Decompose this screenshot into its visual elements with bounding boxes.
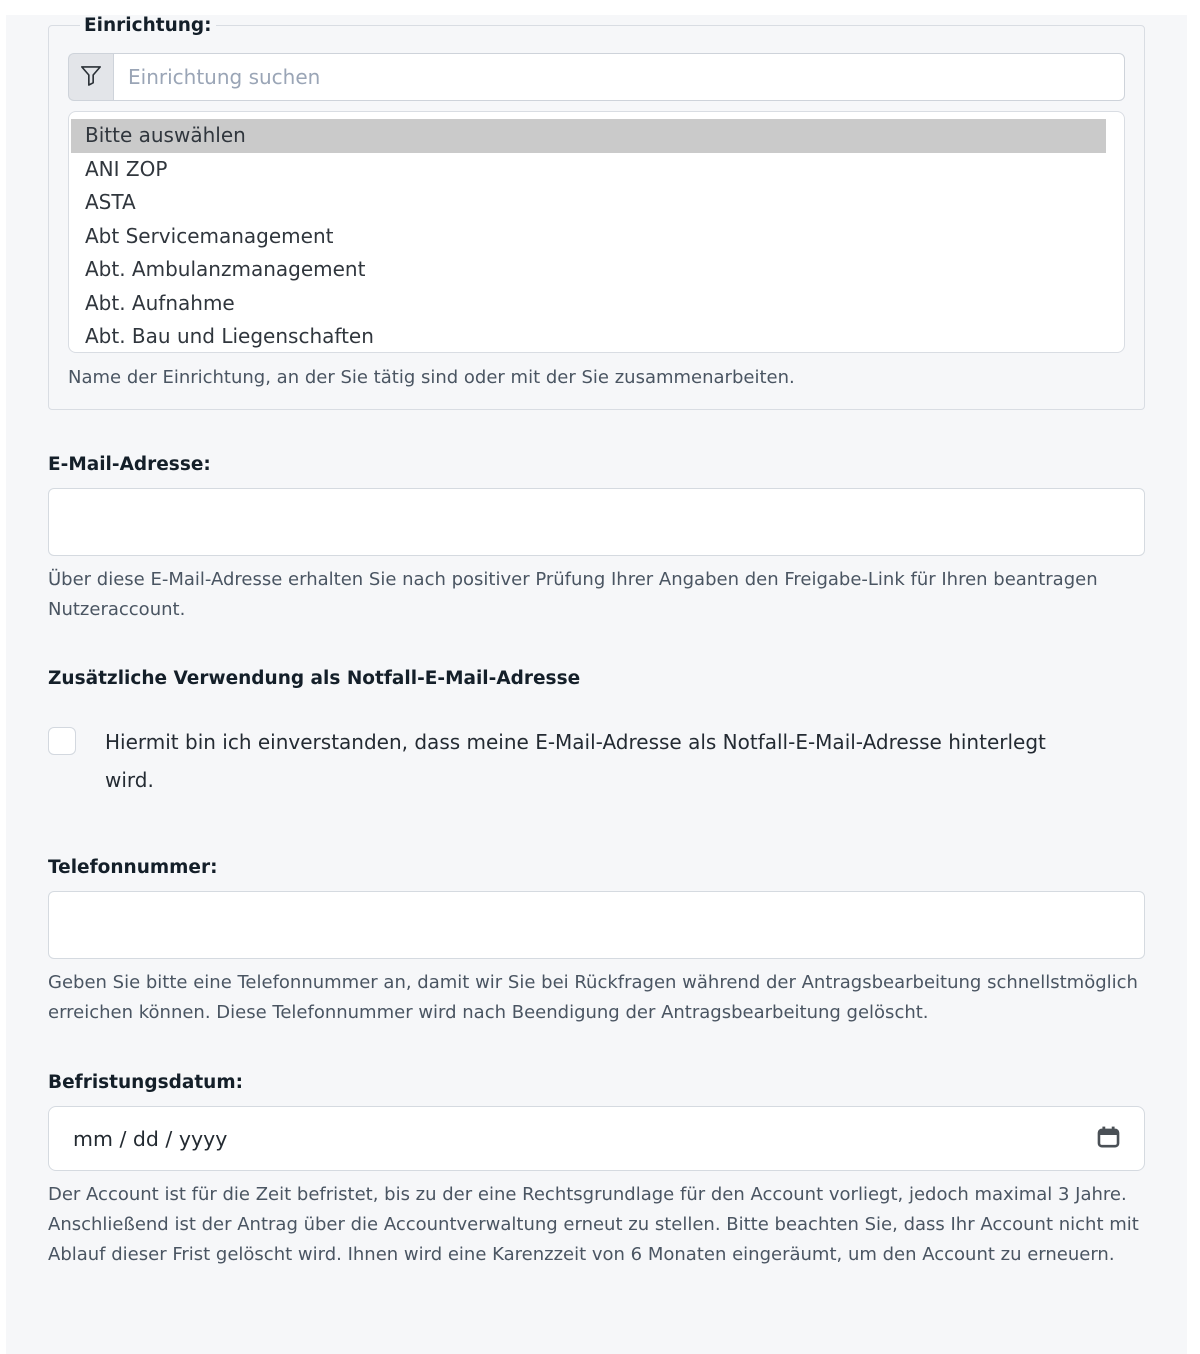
filter-icon bbox=[78, 62, 104, 92]
notfall-checkbox[interactable] bbox=[48, 727, 76, 755]
einrichtung-search-group bbox=[68, 53, 1125, 101]
einrichtung-option[interactable]: ASTA bbox=[85, 190, 136, 214]
telefon-label: Telefonnummer: bbox=[48, 857, 218, 878]
email-input[interactable] bbox=[48, 488, 1145, 556]
einrichtung-option[interactable]: Abt. Ambulanzmanagement bbox=[85, 257, 366, 281]
calendar-icon[interactable] bbox=[1095, 1124, 1122, 1154]
telefon-group bbox=[48, 857, 1145, 1028]
einrichtung-listbox[interactable] bbox=[68, 111, 1125, 353]
telefon-input[interactable] bbox=[48, 891, 1145, 959]
einrichtung-option[interactable]: ANI ZOP bbox=[85, 156, 168, 181]
einrichtung-option[interactable]: Abt. Bau und Liegenschaften bbox=[85, 324, 374, 348]
einrichtung-option[interactable]: Abt Servicemanagement bbox=[85, 223, 334, 248]
email-label: E-Mail-Adresse: bbox=[48, 454, 211, 475]
einrichtung-legend: Einrichtung: bbox=[84, 15, 212, 36]
email-group bbox=[48, 454, 1145, 625]
notfall-checkbox-row bbox=[48, 723, 1145, 799]
notfall-heading: Zusätzliche Verwendung als Notfall-E-Mail-Adresse bbox=[48, 668, 581, 689]
einrichtung-fieldset bbox=[48, 15, 1145, 410]
filter-icon-box bbox=[68, 53, 113, 101]
telefon-help-text: Geben Sie bitte eine Telefonnummer an, damit wir Sie bei Rückfragen während der Antragsbearbeitung schnellstmöglich erreichen können. Diese Telefonnummer wird nach Beendigung der Antragsbearbeitung gelöscht. bbox=[48, 972, 1138, 1023]
email-help-text: Über diese E-Mail-Adresse erhalten Sie nach positiver Prüfung Ihrer Angaben den Freigabe-Link für Ihren beantragen Nutzeraccount. bbox=[48, 569, 1098, 620]
befristung-label: Befristungsdatum: bbox=[48, 1072, 244, 1093]
befristung-group bbox=[48, 1072, 1145, 1270]
einrichtung-option-selected[interactable]: Bitte auswählen bbox=[71, 119, 1106, 153]
einrichtung-option[interactable]: Abt. Aufnahme bbox=[85, 290, 235, 315]
date-placeholder-value[interactable]: mm / dd / yyyy bbox=[73, 1126, 228, 1151]
befristungsdatum-input[interactable] bbox=[48, 1106, 1145, 1171]
einrichtung-help-text: Name der Einrichtung, an der Sie tätig sind oder mit der Sie zusammenarbeiten. bbox=[68, 367, 795, 388]
einrichtung-search-input[interactable] bbox=[113, 53, 1125, 101]
notfall-checkbox-label[interactable]: Hiermit bin ich einverstanden, dass meine E-Mail-Adresse als Notfall-E-Mail-Adresse hinterlegt wird. bbox=[105, 730, 1046, 792]
form-panel bbox=[6, 15, 1187, 1354]
befristung-help-text: Der Account ist für die Zeit befristet, bis zu der eine Rechtsgrundlage für den Account vorliegt, jedoch maximal 3 Jahre. Anschließend ist der Antrag über die Accountverwaltung erneut zu stellen. Bitte beachten Sie, dass Ihr Account nicht mit Ablauf dieser Frist gelöscht wird. Ihnen wird eine Karenzzeit von 6 Monaten eingeräumt, um den Account zu erneuern. bbox=[48, 1184, 1139, 1265]
